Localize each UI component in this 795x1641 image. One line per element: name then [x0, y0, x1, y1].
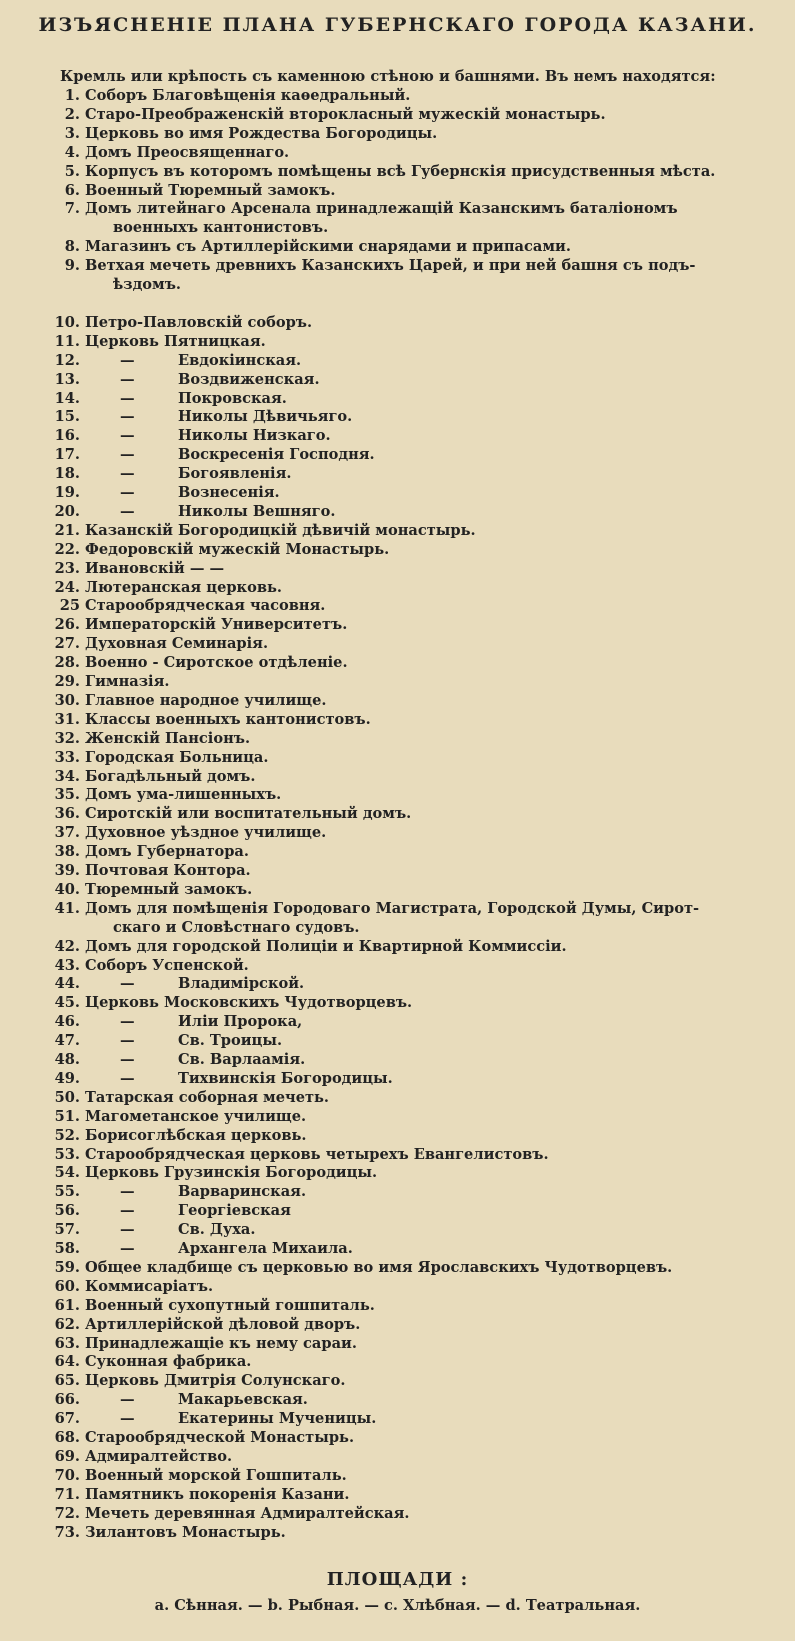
entry-text: Военный сухопутный гошпиталь.	[85, 1296, 375, 1314]
entry-number: 69.	[54, 1447, 80, 1465]
entry-number: 46.	[54, 1013, 80, 1031]
entry-number: 24.	[54, 578, 80, 596]
entry-text: Макарьевская.	[178, 1391, 308, 1409]
entry-text: Мечеть деревянная Адмиралтейская.	[85, 1504, 410, 1522]
entry-number: 13.	[54, 370, 80, 388]
entry-text: Воздвиженская.	[178, 370, 320, 388]
entry-text: Магометанское училище.	[85, 1107, 307, 1125]
entry-number: 58.	[54, 1240, 80, 1257]
entry-number: 5.	[64, 162, 80, 180]
entry-text: Федоровскій мужескій Монастырь.	[85, 540, 390, 558]
entry-number: 50.	[54, 1088, 80, 1106]
entry-text: Классы военныхъ кантонистовъ.	[85, 710, 371, 728]
entry-text: Борисоглѣбская церковь.	[85, 1126, 307, 1144]
entry-number: 39.	[54, 862, 80, 879]
entry-number: 32.	[54, 729, 80, 747]
entry-text: Старообрядческая церковь четырехъ Евангелистовъ.	[85, 1145, 549, 1163]
entry-number: 38.	[54, 843, 80, 861]
entry-number: 22.	[54, 540, 80, 558]
entry-number: 34.	[54, 767, 80, 785]
entry-text: Татарская соборная мечеть.	[85, 1088, 330, 1106]
entry-number: 25	[59, 597, 80, 615]
entry-text: Магазинъ съ Артиллерійскими снарядами и припасами.	[85, 238, 571, 256]
entry-text: Владимірской.	[178, 975, 305, 993]
entry-number: 54.	[54, 1164, 80, 1182]
entry-number: 45.	[54, 994, 80, 1012]
entry-text: Соборъ Благовѣщенія каѳедральный.	[85, 87, 411, 104]
entry-number: 29.	[54, 673, 80, 690]
entry-number: 40.	[54, 880, 80, 898]
entry-text: Иліи Пророка,	[178, 1013, 303, 1031]
entry-text: Покровская.	[178, 389, 287, 407]
ditto-dash: —	[120, 1069, 135, 1087]
entry-text: Тихвинскія Богородицы.	[178, 1069, 393, 1087]
entry-text: Вознесенія.	[178, 484, 280, 501]
entry-text: Евдокіинская.	[178, 351, 302, 369]
entry-text: Архангела Михаила.	[178, 1240, 353, 1257]
entry-number: 67.	[54, 1410, 80, 1428]
entry-text: Церковь Пятницкая.	[85, 332, 266, 350]
entry-text: военныхъ кантонистовъ.	[113, 219, 329, 237]
entry-text: Корпусъ въ которомъ помѣщены всѣ Губернскія присудственныя мѣста.	[85, 162, 716, 180]
entry-number: 52.	[54, 1126, 80, 1144]
entry-number: 19.	[54, 484, 80, 501]
ditto-dash: —	[120, 975, 135, 993]
entry-text: Главное народное училище.	[85, 691, 327, 709]
ditto-dash: —	[120, 1013, 135, 1031]
entry-number: 12.	[54, 351, 80, 369]
entry-number: 63.	[54, 1334, 80, 1352]
entry-number: 15.	[54, 408, 80, 426]
entry-text: Императорскій Университетъ.	[85, 616, 348, 634]
entry-number: 11.	[54, 332, 80, 350]
entry-number: 1.	[64, 87, 80, 104]
ditto-dash: —	[120, 465, 135, 483]
entry-number: 26.	[54, 616, 80, 634]
ditto-dash: —	[120, 446, 135, 464]
ditto-dash: —	[120, 1221, 135, 1239]
entry-text: Старообрядческая часовня.	[85, 597, 326, 615]
entry-number: 37.	[54, 824, 80, 842]
ditto-dash: —	[120, 408, 135, 426]
entry-text: Коммисаріатъ.	[85, 1277, 214, 1295]
entry-number: 70.	[54, 1466, 80, 1484]
entry-number: 16.	[54, 427, 80, 445]
entry-text: Св. Варлаамія.	[178, 1051, 306, 1068]
entry-text: Петро-Павловскій соборъ.	[85, 313, 313, 331]
entry-text: Женскій Пансіонъ.	[85, 729, 251, 747]
entry-text: скаго и Словѣстнаго судовъ.	[113, 918, 360, 936]
entry-text: Варваринская.	[178, 1183, 307, 1201]
entry-number: 68.	[54, 1429, 80, 1446]
entry-text: Домъ Губернатора.	[85, 843, 249, 861]
entry-number: 20.	[54, 502, 80, 520]
entry-text: Ивановскій — —	[85, 559, 225, 577]
entry-number: 4.	[64, 143, 80, 161]
entry-text: Адмиралтейство.	[85, 1447, 233, 1465]
ditto-dash: —	[120, 484, 135, 501]
entry-text: Казанскій Богородицкій дѣвичій монастырь.	[85, 521, 476, 539]
ditto-dash: —	[120, 502, 135, 520]
entry-number: 43.	[54, 956, 80, 974]
entry-number: 23.	[54, 559, 80, 577]
entry-text: Св. Духа.	[178, 1221, 256, 1239]
ditto-dash: —	[120, 351, 135, 369]
entry-text: Городская Больница.	[85, 748, 269, 766]
entry-text: Домъ ума-лишенныхъ.	[85, 786, 282, 804]
entry-text: Сиротскій или воспитательный домъ.	[85, 805, 412, 823]
entry-number: 3.	[64, 124, 80, 142]
entry-number: 65.	[54, 1372, 80, 1390]
entry-text: Суконная фабрика.	[85, 1353, 252, 1371]
entry-text: Богадѣльный домъ.	[85, 767, 256, 785]
entry-number: 33.	[54, 748, 80, 766]
entry-text: Домъ литейнаго Арсенала принадлежащій Казанскимъ баталіономъ	[85, 200, 678, 218]
entry-text: Ветхая мечеть древнихъ Казанскихъ Царей, и при ней башня съ подъ-	[85, 257, 696, 275]
entry-number: 49.	[54, 1069, 80, 1087]
entry-text: Св. Троицы.	[178, 1032, 283, 1050]
entry-text: Соборъ Успенской.	[85, 956, 249, 974]
entry-text: Церковь Дмитрія Солунскаго.	[85, 1372, 346, 1390]
entry-number: 14.	[54, 389, 80, 407]
entry-text: Николы Вешняго.	[178, 502, 336, 520]
entry-text: Екатерины Мученицы.	[178, 1410, 377, 1428]
entry-text: Церковь Московскихъ Чудотворцевъ.	[85, 994, 413, 1012]
entry-number: 31.	[54, 710, 80, 728]
entry-text: Георгіевская	[178, 1202, 291, 1220]
entry-text: Воскресенія Господня.	[178, 446, 375, 464]
entry-text: Памятникъ покоренія Казани.	[85, 1485, 350, 1503]
entry-text: Старо-Преображенскій второкласный мужескій монастырь.	[85, 105, 606, 123]
ditto-dash: —	[120, 1240, 135, 1257]
entry-text: Домъ для городской Полиціи и Квартирной Коммиссіи.	[85, 937, 567, 955]
entry-number: 51.	[54, 1107, 80, 1125]
ditto-dash: —	[120, 1391, 135, 1409]
entry-text: Почтовая Контора.	[85, 862, 251, 879]
squares-list: a. Сѣнная. — b. Рыбная. — c. Хлѣбная. — d. Театральная.	[154, 1597, 641, 1614]
entry-text: Принадлежащіе къ нему сараи.	[85, 1334, 357, 1352]
entry-text: Домъ Преосвященнаго.	[85, 143, 290, 161]
entry-number: 71.	[54, 1485, 80, 1503]
entry-number: 27.	[54, 635, 80, 653]
entry-number: 9.	[64, 257, 80, 275]
entry-number: 66.	[54, 1391, 80, 1409]
entry-number: 57.	[54, 1221, 80, 1239]
entry-text: Богоявленія.	[178, 465, 292, 483]
entry-text: Лютеранская церковь.	[85, 578, 282, 596]
entry-number: 64.	[54, 1353, 80, 1371]
ditto-dash: —	[120, 1032, 135, 1050]
entry-number: 47.	[54, 1032, 80, 1050]
squares-heading: ПЛОЩАДИ :	[326, 1569, 469, 1590]
entry-text: Общее кладбище съ церковью во имя Ярославскихъ Чудотворцевъ.	[85, 1258, 673, 1276]
entry-text: Духовная Семинарія.	[85, 635, 269, 653]
entry-number: 41.	[54, 899, 80, 917]
page-title: ИЗЪЯСНЕНІЕ ПЛАНА ГУБЕРНСКАГО ГОРОДА КАЗАНИ.	[38, 14, 757, 36]
entry-number: 72.	[54, 1504, 80, 1522]
entry-number: 53.	[54, 1145, 80, 1163]
entry-number: 17.	[54, 446, 80, 464]
entry-number: 73.	[54, 1523, 80, 1541]
entry-number: 8.	[64, 238, 80, 256]
entry-text: Военно - Сиротское отдѣленіе.	[85, 654, 348, 672]
entry-text: Старообрядческой Монастырь.	[85, 1429, 355, 1446]
entry-text: ѣздомъ.	[113, 276, 181, 293]
intro-line: Кремль или крѣпость съ каменною стѣною и башнями. Въ немъ находятся:	[60, 68, 716, 85]
entry-number: 18.	[54, 465, 80, 483]
entry-number: 56.	[54, 1202, 80, 1220]
ditto-dash: —	[120, 370, 135, 388]
ditto-dash: —	[120, 1183, 135, 1201]
ditto-dash: —	[120, 1202, 135, 1220]
entry-text: Духовное уѣздное училище.	[85, 824, 327, 842]
entry-number: 21.	[54, 521, 80, 539]
entry-text: Николы Низкаго.	[178, 427, 331, 445]
ditto-dash: —	[120, 1410, 135, 1428]
entry-number: 59.	[54, 1258, 80, 1276]
entry-number: 44.	[54, 975, 80, 993]
entry-text: Военный Тюремный замокъ.	[85, 181, 336, 199]
entry-number: 62.	[54, 1315, 80, 1333]
entry-text: Военный морской Гошпиталь.	[85, 1466, 347, 1484]
entry-number: 42.	[54, 937, 80, 955]
entry-number: 61.	[54, 1296, 80, 1314]
ditto-dash: —	[120, 1051, 135, 1068]
entry-number: 28.	[54, 654, 80, 672]
entry-number: 60.	[54, 1277, 80, 1295]
entry-number: 10.	[54, 313, 80, 331]
entry-text: Церковь во имя Рождества Богородицы.	[85, 124, 438, 142]
ditto-dash: —	[120, 427, 135, 445]
entry-number: 7.	[64, 200, 80, 218]
entry-text: Домъ для помѣщенія Городоваго Магистрата, Городской Думы, Сирот-	[85, 899, 700, 917]
entry-number: 30.	[54, 691, 80, 709]
entry-number: 2.	[64, 105, 80, 123]
entry-number: 35.	[54, 786, 80, 804]
entry-text: Гимназія.	[85, 673, 170, 690]
entry-text: Тюремный замокъ.	[85, 880, 253, 898]
entry-number: 36.	[54, 805, 80, 823]
ditto-dash: —	[120, 389, 135, 407]
entry-number: 48.	[54, 1051, 80, 1068]
entry-text: Зилантовъ Монастырь.	[85, 1523, 286, 1541]
entry-text: Церковь Грузинскія Богородицы.	[85, 1164, 378, 1182]
entry-number: 6.	[64, 181, 80, 199]
entry-text: Артиллерійской дѣловой дворъ.	[85, 1315, 361, 1333]
entry-number: 55.	[54, 1183, 80, 1201]
entry-text: Николы Дѣвичьяго.	[178, 408, 353, 426]
